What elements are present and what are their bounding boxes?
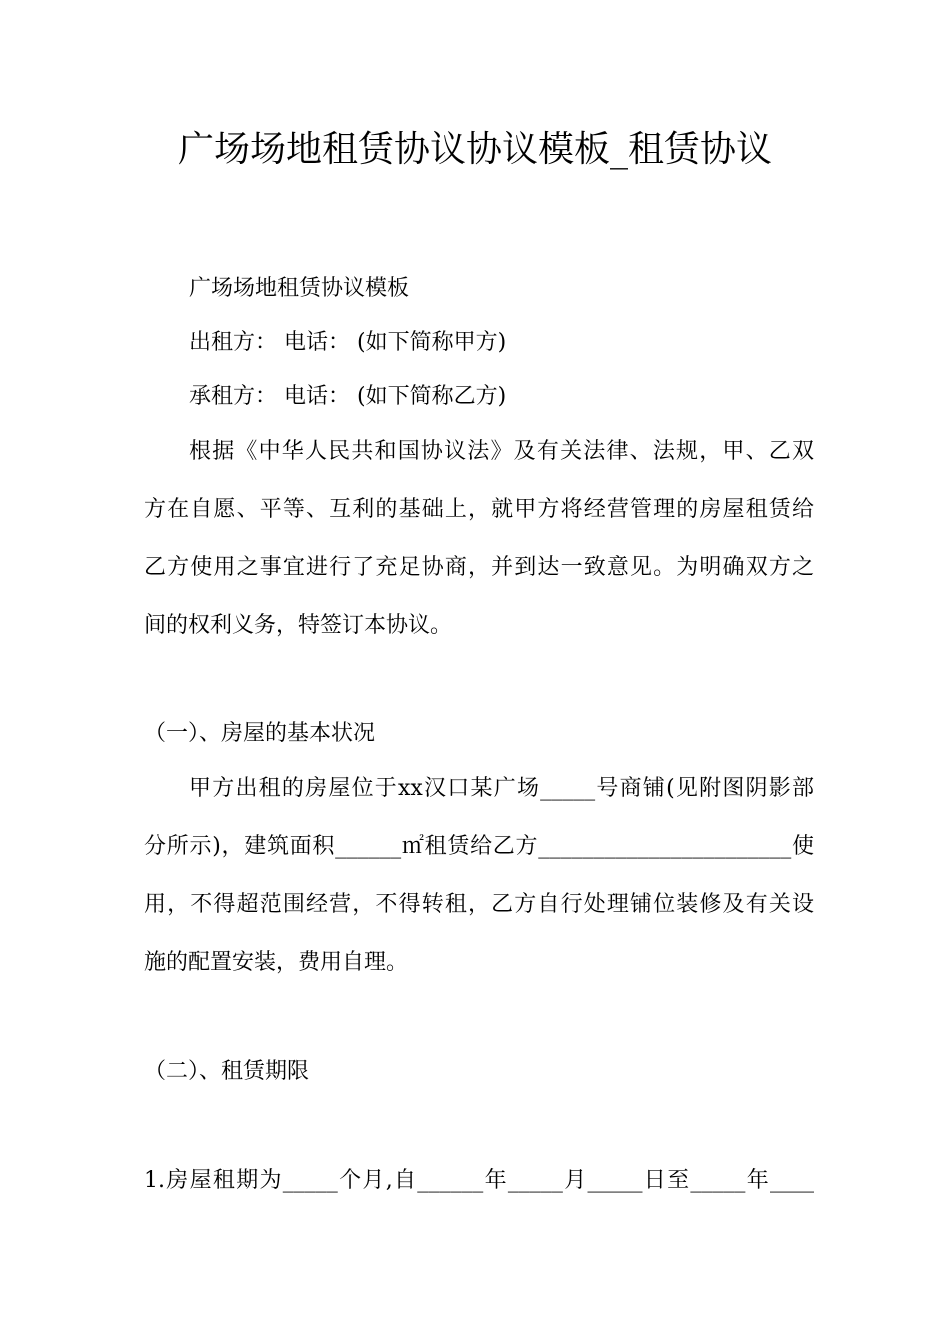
- section-1-line-3: 用，不得超范围经营，不得转租，乙方自行处理铺位装修及有关设: [144, 892, 814, 917]
- section-1-line-4: 施的配置安装，费用自理。: [144, 950, 409, 975]
- intro-paragraph-line-1: 根据《中华人民共和国协议法》及有关法律、法规，甲、乙双: [189, 439, 814, 464]
- intro-paragraph-line-3: 乙方使用之事宜进行了充足协商，并到达一致意见。为明确双方之: [144, 555, 814, 580]
- section-2-item-1: 1.房屋租期为_____个月,自______年_____月_____日至_____年____: [144, 1168, 814, 1193]
- document-subtitle: 广场场地租赁协议模板: [189, 276, 410, 301]
- intro-paragraph-line-4: 间的权利义务，特签订本协议。: [144, 613, 453, 638]
- section-2-heading: （二）、租赁期限: [144, 1059, 310, 1084]
- document-title: 广场场地租赁协议协议模板_租赁协议: [177, 129, 772, 170]
- section-1-line-2: 分所示)，建筑面积______㎡租赁给乙方_______________________使: [144, 834, 814, 859]
- section-1-heading: （一）、房屋的基本状况: [144, 721, 376, 746]
- lessor-line: 出租方： 电话： (如下简称甲方): [189, 330, 507, 355]
- lessee-line: 承租方： 电话： (如下简称乙方): [189, 384, 507, 409]
- section-1-line-1: 甲方出租的房屋位于xx汉口某广场_____号商铺(见附图阴影部: [189, 776, 814, 801]
- intro-paragraph-line-2: 方在自愿、平等、互利的基础上，就甲方将经营管理的房屋租赁给: [144, 497, 814, 522]
